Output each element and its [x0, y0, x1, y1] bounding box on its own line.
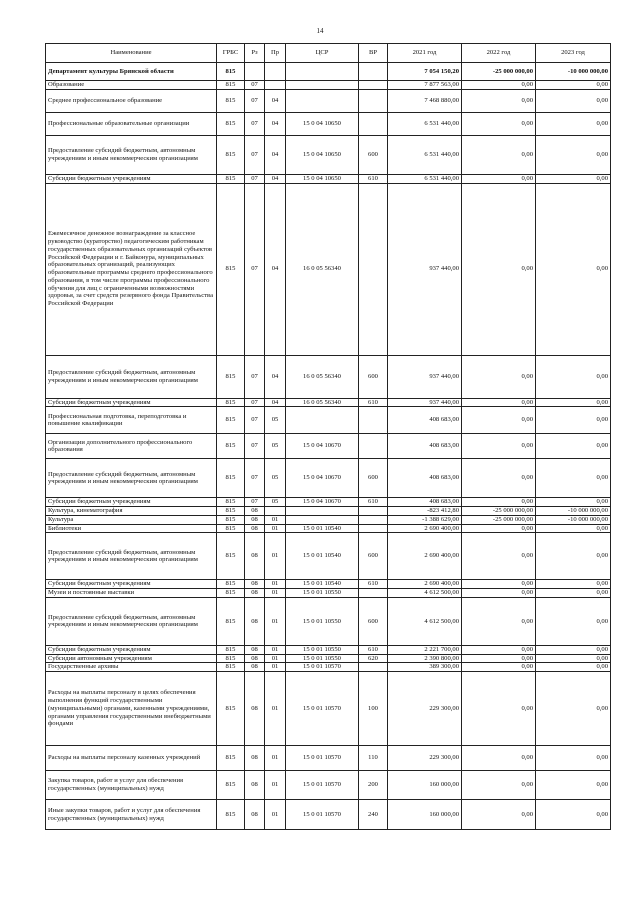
cell-csr: 15 0 04 10650: [286, 135, 359, 174]
cell-vr: 610: [359, 398, 388, 407]
cell-csr: [286, 515, 359, 524]
cell-2022: 0,00: [462, 589, 536, 598]
cell-2021: 7 877 563,00: [388, 81, 462, 90]
cell-name: Предоставление субсидий бюджетным, автономным учреждениям и иным некоммерческим организациям: [46, 355, 217, 398]
table-row: [46, 89, 611, 112]
cell-rz: [245, 63, 265, 81]
table-row: [46, 355, 611, 398]
cell-grbs: 815: [217, 407, 245, 434]
cell-vr: [359, 663, 388, 672]
cell-2022: 0,00: [462, 407, 536, 434]
cell-pr: 01: [265, 746, 286, 771]
cell-name: Культура: [46, 515, 217, 524]
cell-grbs: 815: [217, 524, 245, 533]
cell-rz: 08: [245, 507, 265, 516]
cell-vr: 610: [359, 174, 388, 183]
cell-rz: 08: [245, 654, 265, 663]
cell-2022: 0,00: [462, 112, 536, 135]
cell-name: Предоставление субсидий бюджетным, автономным учреждениям и иным некоммерческим организациям: [46, 533, 217, 580]
table-row: [46, 800, 611, 830]
cell-rz: 08: [245, 663, 265, 672]
cell-2022: 0,00: [462, 645, 536, 654]
cell-vr: [359, 407, 388, 434]
cell-csr: [286, 81, 359, 90]
cell-name: Среднее профессиональное образование: [46, 89, 217, 112]
cell-name: Профессиональные образовательные организации: [46, 112, 217, 135]
cell-grbs: 815: [217, 434, 245, 459]
cell-2022: 0,00: [462, 524, 536, 533]
cell-grbs: 815: [217, 672, 245, 746]
cell-vr: 600: [359, 459, 388, 498]
cell-name: Музеи и постоянные выставки: [46, 589, 217, 598]
cell-grbs: 815: [217, 507, 245, 516]
cell-grbs: 815: [217, 81, 245, 90]
cell-grbs: 815: [217, 663, 245, 672]
cell-pr: 04: [265, 89, 286, 112]
table-row: [46, 597, 611, 645]
page-number: 14: [316, 27, 324, 35]
cell-csr: 15 0 01 10550: [286, 597, 359, 645]
table-row: [46, 672, 611, 746]
cell-csr: 15 0 04 10670: [286, 434, 359, 459]
header-2022: 2022 год: [462, 44, 536, 63]
cell-csr: 15 0 01 10550: [286, 589, 359, 598]
cell-grbs: 815: [217, 654, 245, 663]
cell-rz: 07: [245, 183, 265, 355]
cell-2021: 937 440,00: [388, 355, 462, 398]
cell-name: Расходы на выплаты персоналу в целях обеспечения выполнения функций государственными (муниципальными) органами, казенными учреждениями, органами управления государственными внебюджетными фондами: [46, 672, 217, 746]
cell-2022: 0,00: [462, 597, 536, 645]
cell-vr: [359, 63, 388, 81]
cell-2021: 7 054 150,20: [388, 63, 462, 81]
cell-pr: 01: [265, 589, 286, 598]
table-row: [46, 580, 611, 589]
cell-rz: 07: [245, 174, 265, 183]
header-vr: ВР: [359, 44, 388, 63]
cell-grbs: 815: [217, 771, 245, 800]
cell-rz: 07: [245, 407, 265, 434]
cell-2022: 0,00: [462, 183, 536, 355]
cell-2021: 4 612 500,00: [388, 597, 462, 645]
table-row: [46, 174, 611, 183]
cell-vr: 200: [359, 771, 388, 800]
table-row: [46, 81, 611, 90]
budget-table: [45, 43, 611, 830]
cell-grbs: 815: [217, 459, 245, 498]
cell-vr: 600: [359, 135, 388, 174]
cell-rz: 08: [245, 746, 265, 771]
cell-name: Субсидии бюджетным учреждениям: [46, 645, 217, 654]
cell-2023: 0,00: [536, 672, 611, 746]
cell-2023: 0,00: [536, 112, 611, 135]
cell-2023: 0,00: [536, 81, 611, 90]
cell-grbs: 815: [217, 183, 245, 355]
cell-csr: 15 0 04 10670: [286, 459, 359, 498]
cell-rz: 07: [245, 459, 265, 498]
cell-2021: 6 531 440,00: [388, 112, 462, 135]
cell-rz: 07: [245, 112, 265, 135]
cell-vr: [359, 183, 388, 355]
table-row: [46, 589, 611, 598]
cell-grbs: 815: [217, 746, 245, 771]
cell-csr: 15 0 01 10540: [286, 580, 359, 589]
table-row: [46, 746, 611, 771]
cell-2023: 0,00: [536, 663, 611, 672]
cell-rz: 08: [245, 645, 265, 654]
cell-name: Иные закупки товаров, работ и услуг для обеспечения государственных (муниципальных) нужд: [46, 800, 217, 830]
cell-2021: 408 683,00: [388, 459, 462, 498]
cell-vr: 110: [359, 746, 388, 771]
header-2021: 2021 год: [388, 44, 462, 63]
cell-2023: 0,00: [536, 183, 611, 355]
table-row: [46, 434, 611, 459]
header-rz: Рз: [245, 44, 265, 63]
cell-2023: -10 000 000,00: [536, 507, 611, 516]
cell-vr: [359, 81, 388, 90]
cell-2022: 0,00: [462, 533, 536, 580]
cell-csr: 16 0 05 56340: [286, 355, 359, 398]
cell-vr: 600: [359, 597, 388, 645]
cell-pr: 04: [265, 398, 286, 407]
cell-rz: 08: [245, 672, 265, 746]
cell-2023: 0,00: [536, 746, 611, 771]
cell-csr: 15 0 04 10650: [286, 112, 359, 135]
cell-2023: 0,00: [536, 498, 611, 507]
cell-2021: 937 440,00: [388, 183, 462, 355]
cell-rz: 08: [245, 800, 265, 830]
cell-pr: 01: [265, 800, 286, 830]
cell-vr: 240: [359, 800, 388, 830]
table-row: [46, 645, 611, 654]
cell-pr: [265, 63, 286, 81]
cell-2022: 0,00: [462, 174, 536, 183]
cell-2022: 0,00: [462, 498, 536, 507]
cell-csr: [286, 407, 359, 434]
cell-csr: [286, 89, 359, 112]
cell-2021: 4 612 500,00: [388, 589, 462, 598]
cell-grbs: 815: [217, 89, 245, 112]
cell-rz: 07: [245, 398, 265, 407]
cell-2021: 2 690 400,00: [388, 533, 462, 580]
cell-rz: 07: [245, 498, 265, 507]
cell-2021: 2 690 400,00: [388, 524, 462, 533]
cell-2022: 0,00: [462, 672, 536, 746]
cell-name: Ежемесячное денежное вознаграждение за классное руководство (кураторство) педагогическим работникам государственных образовательных организаций субъектов Российской Федерации и г. Байконура, муниципальных образовательных организаций, реализующих образовательные программы среднего профессионального образования, в том числе программы профессионального обучения для лиц с ограниченными возможностями здоровья, за счет средств резервного фонда Правительства Российской Федерации: [46, 183, 217, 355]
table-row: [46, 407, 611, 434]
cell-vr: [359, 524, 388, 533]
table-row: [46, 459, 611, 498]
cell-csr: 15 0 04 10670: [286, 498, 359, 507]
cell-rz: 08: [245, 533, 265, 580]
cell-csr: [286, 63, 359, 81]
cell-grbs: 815: [217, 355, 245, 398]
table-row: [46, 398, 611, 407]
table-row: [46, 135, 611, 174]
cell-csr: [286, 507, 359, 516]
cell-2021: 2 221 700,00: [388, 645, 462, 654]
cell-2022: -25 000 000,00: [462, 507, 536, 516]
cell-name: Организации дополнительного профессионального образования: [46, 434, 217, 459]
cell-2022: 0,00: [462, 580, 536, 589]
cell-vr: [359, 89, 388, 112]
cell-name: Государственные архивы: [46, 663, 217, 672]
cell-2023: -10 000 000,00: [536, 515, 611, 524]
cell-vr: 610: [359, 498, 388, 507]
cell-2022: 0,00: [462, 459, 536, 498]
cell-csr: 16 0 05 56340: [286, 398, 359, 407]
table-row: [46, 524, 611, 533]
cell-name: Департамент культуры Брянской области: [46, 63, 217, 81]
header-grbs: ГРБС: [217, 44, 245, 63]
cell-name: Предоставление субсидий бюджетным, автономным учреждениям и иным некоммерческим организациям: [46, 135, 217, 174]
cell-2022: 0,00: [462, 135, 536, 174]
cell-name: Субсидии автономным учреждениям: [46, 654, 217, 663]
cell-rz: 08: [245, 771, 265, 800]
table-row: [46, 183, 611, 355]
cell-2023: 0,00: [536, 654, 611, 663]
cell-2023: 0,00: [536, 355, 611, 398]
cell-vr: [359, 112, 388, 135]
cell-grbs: 815: [217, 589, 245, 598]
cell-rz: 07: [245, 434, 265, 459]
cell-rz: 07: [245, 81, 265, 90]
cell-csr: 15 0 01 10570: [286, 771, 359, 800]
cell-csr: 15 0 01 10540: [286, 533, 359, 580]
cell-2023: 0,00: [536, 645, 611, 654]
cell-csr: 15 0 01 10570: [286, 800, 359, 830]
cell-name: Предоставление субсидий бюджетным, автономным учреждениям и иным некоммерческим организациям: [46, 597, 217, 645]
cell-2023: 0,00: [536, 398, 611, 407]
cell-grbs: 815: [217, 515, 245, 524]
cell-2023: 0,00: [536, 135, 611, 174]
cell-2023: 0,00: [536, 174, 611, 183]
cell-2021: 7 468 880,00: [388, 89, 462, 112]
cell-grbs: 815: [217, 174, 245, 183]
cell-2021: 937 440,00: [388, 398, 462, 407]
cell-2023: 0,00: [536, 434, 611, 459]
cell-grbs: 815: [217, 135, 245, 174]
cell-2023: -10 000 000,00: [536, 63, 611, 81]
cell-pr: 01: [265, 515, 286, 524]
cell-2022: 0,00: [462, 434, 536, 459]
cell-grbs: 815: [217, 533, 245, 580]
cell-2023: 0,00: [536, 580, 611, 589]
cell-grbs: 815: [217, 597, 245, 645]
cell-grbs: 815: [217, 112, 245, 135]
table-row: [46, 654, 611, 663]
cell-rz: 08: [245, 597, 265, 645]
cell-pr: 04: [265, 112, 286, 135]
cell-vr: 620: [359, 654, 388, 663]
cell-2023: 0,00: [536, 597, 611, 645]
header-csr: ЦСР: [286, 44, 359, 63]
cell-pr: 01: [265, 663, 286, 672]
cell-vr: 610: [359, 645, 388, 654]
cell-name: Расходы на выплаты персоналу казенных учреждений: [46, 746, 217, 771]
cell-vr: 610: [359, 580, 388, 589]
cell-2022: -25 000 000,00: [462, 63, 536, 81]
cell-rz: 07: [245, 89, 265, 112]
cell-grbs: 815: [217, 580, 245, 589]
header-pr: Пр: [265, 44, 286, 63]
cell-2022: 0,00: [462, 771, 536, 800]
cell-2023: 0,00: [536, 589, 611, 598]
header-name: Наименование: [46, 44, 217, 63]
cell-2021: 2 690 400,00: [388, 580, 462, 589]
table-row: [46, 515, 611, 524]
cell-2022: -25 000 000,00: [462, 515, 536, 524]
cell-2021: 408 683,00: [388, 498, 462, 507]
cell-grbs: 815: [217, 645, 245, 654]
cell-name: Профессиональная подготовка, переподготовка и повышение квалификации: [46, 407, 217, 434]
table-row: [46, 533, 611, 580]
cell-grbs: 815: [217, 63, 245, 81]
cell-csr: 15 0 01 10540: [286, 524, 359, 533]
cell-2022: 0,00: [462, 663, 536, 672]
cell-csr: 15 0 01 10570: [286, 746, 359, 771]
cell-rz: 07: [245, 135, 265, 174]
header-2023: 2023 год: [536, 44, 611, 63]
cell-vr: [359, 515, 388, 524]
cell-name: Библиотеки: [46, 524, 217, 533]
cell-pr: [265, 507, 286, 516]
cell-csr: 16 0 05 56340: [286, 183, 359, 355]
cell-pr: 04: [265, 183, 286, 355]
cell-pr: 01: [265, 645, 286, 654]
cell-rz: 08: [245, 515, 265, 524]
cell-vr: 600: [359, 355, 388, 398]
cell-name: Субсидии бюджетным учреждениям: [46, 498, 217, 507]
cell-pr: 04: [265, 355, 286, 398]
cell-pr: 05: [265, 498, 286, 507]
cell-csr: 15 0 01 10570: [286, 663, 359, 672]
cell-pr: 01: [265, 524, 286, 533]
cell-2021: 6 531 440,00: [388, 174, 462, 183]
cell-rz: 08: [245, 524, 265, 533]
cell-pr: 05: [265, 407, 286, 434]
cell-pr: 01: [265, 672, 286, 746]
cell-name: Культура, кинематография: [46, 507, 217, 516]
cell-pr: 04: [265, 174, 286, 183]
table-row: [46, 63, 611, 81]
cell-name: Закупка товаров, работ и услуг для обеспечения государственных (муниципальных) нужд: [46, 771, 217, 800]
cell-2021: 229 300,00: [388, 672, 462, 746]
cell-pr: 05: [265, 434, 286, 459]
cell-2021: 408 683,00: [388, 407, 462, 434]
cell-2023: 0,00: [536, 524, 611, 533]
cell-2021: 6 531 440,00: [388, 135, 462, 174]
table-body: [46, 63, 611, 830]
cell-rz: 08: [245, 580, 265, 589]
cell-vr: 100: [359, 672, 388, 746]
header-row: [46, 44, 611, 63]
cell-2022: 0,00: [462, 398, 536, 407]
table-row: [46, 507, 611, 516]
cell-2023: 0,00: [536, 89, 611, 112]
cell-pr: 01: [265, 771, 286, 800]
cell-name: Субсидии бюджетным учреждениям: [46, 398, 217, 407]
cell-pr: 01: [265, 533, 286, 580]
cell-grbs: 815: [217, 800, 245, 830]
cell-grbs: 815: [217, 498, 245, 507]
cell-name: Образование: [46, 81, 217, 90]
cell-csr: 15 0 04 10650: [286, 174, 359, 183]
cell-vr: [359, 507, 388, 516]
cell-rz: 08: [245, 589, 265, 598]
cell-2022: 0,00: [462, 654, 536, 663]
cell-2021: 389 300,00: [388, 663, 462, 672]
table-row: [46, 112, 611, 135]
cell-rz: 07: [245, 355, 265, 398]
cell-vr: 600: [359, 533, 388, 580]
cell-pr: 05: [265, 459, 286, 498]
cell-pr: [265, 81, 286, 90]
cell-pr: 01: [265, 580, 286, 589]
cell-2021: 229 300,00: [388, 746, 462, 771]
cell-name: Субсидии бюджетным учреждениям: [46, 174, 217, 183]
cell-pr: 01: [265, 654, 286, 663]
table-header: [46, 44, 611, 63]
cell-pr: 04: [265, 135, 286, 174]
cell-csr: 15 0 01 10550: [286, 645, 359, 654]
cell-csr: 15 0 01 10570: [286, 672, 359, 746]
table-row: [46, 663, 611, 672]
cell-2022: 0,00: [462, 355, 536, 398]
cell-2023: 0,00: [536, 771, 611, 800]
cell-2022: 0,00: [462, 81, 536, 90]
cell-2021: 2 390 800,00: [388, 654, 462, 663]
cell-2021: 408 683,00: [388, 434, 462, 459]
cell-2022: 0,00: [462, 746, 536, 771]
cell-2023: 0,00: [536, 533, 611, 580]
cell-2023: 0,00: [536, 407, 611, 434]
cell-name: Предоставление субсидий бюджетным, автономным учреждениям и иным некоммерческим организациям: [46, 459, 217, 498]
cell-2021: -1 388 629,00: [388, 515, 462, 524]
cell-2022: 0,00: [462, 800, 536, 830]
cell-pr: 01: [265, 597, 286, 645]
cell-2021: 160 000,00: [388, 771, 462, 800]
cell-csr: 15 0 01 10550: [286, 654, 359, 663]
cell-vr: [359, 434, 388, 459]
cell-2023: 0,00: [536, 800, 611, 830]
cell-2021: 160 000,00: [388, 800, 462, 830]
cell-2021: -823 412,80: [388, 507, 462, 516]
table-row: [46, 498, 611, 507]
cell-grbs: 815: [217, 398, 245, 407]
cell-2022: 0,00: [462, 89, 536, 112]
cell-2023: 0,00: [536, 459, 611, 498]
cell-vr: [359, 589, 388, 598]
cell-name: Субсидии бюджетным учреждениям: [46, 580, 217, 589]
table-row: [46, 771, 611, 800]
